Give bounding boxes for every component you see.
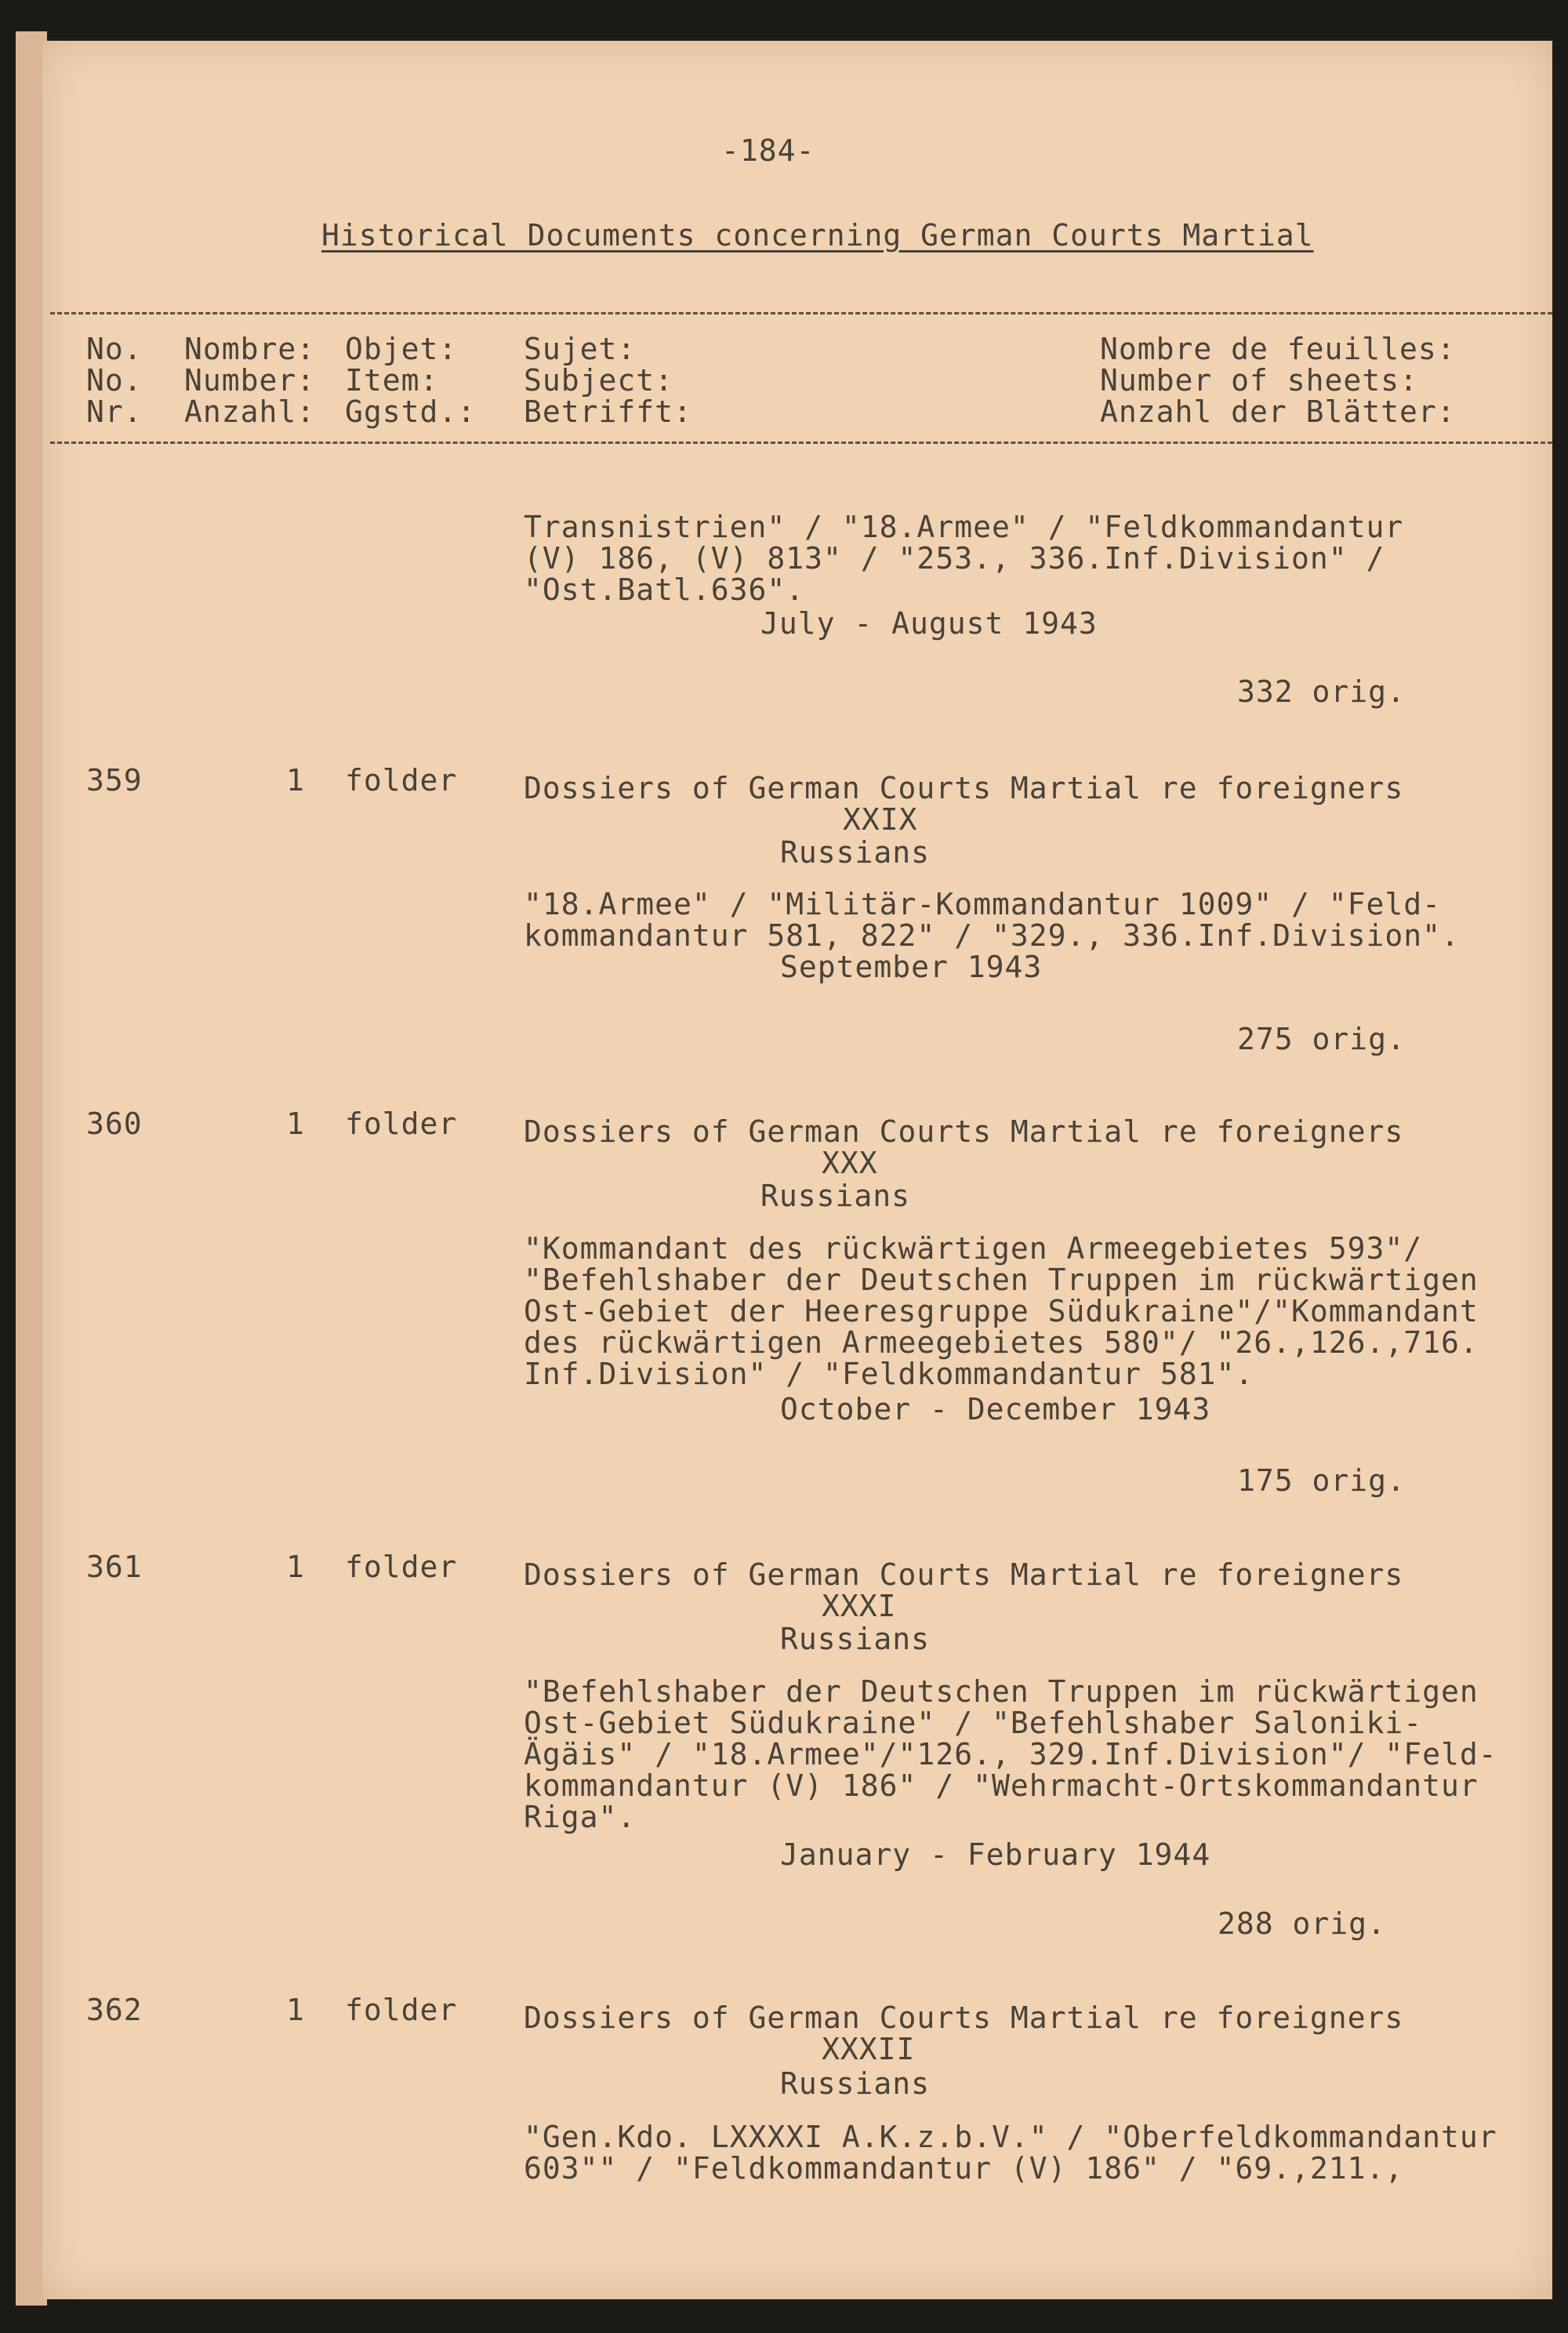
header-sheets-en: Number of sheets: (1100, 363, 1418, 398)
entry-text-line: "Gen.Kdo. LXXXXI A.K.z.b.V." / "Oberfeldkommandantur (524, 2120, 1497, 2154)
entry-volume: XXXII (822, 2032, 916, 2066)
entry-date: September 1943 (780, 950, 1043, 984)
header-rule-top (50, 312, 1552, 314)
entry-subject: Dossiers of German Courts Martial re foreigners (524, 771, 1404, 805)
header-count-de: Anzahl: (184, 394, 316, 429)
entry-subject: Dossiers of German Courts Martial re foreigners (524, 2000, 1404, 2035)
entry-text-line: "18.Armee" / "Militär-Kommandantur 1009" / "Feld- (524, 887, 1442, 921)
header-subject-fr: Sujet: (524, 332, 637, 366)
entry-text-line: "Befehlshaber der Deutschen Truppen im rückwärtigen (524, 1263, 1479, 1297)
entry-text-line: "Ost.Batl.636". (524, 572, 805, 607)
header-no-en: No. (86, 363, 143, 398)
entry-text-line: Ägäis" / "18.Armee"/"126., 329.Inf.Division"/ "Feld- (524, 1737, 1497, 1772)
entry-text-line: 603"" / "Feldkommandantur (V) 186" / "69.,211., (524, 2151, 1404, 2186)
entry-text-line: "Kommandant des rückwärtigen Armeegebietes 593"/ (524, 1231, 1423, 1266)
entry-subject: Dossiers of German Courts Martial re foreigners (524, 1114, 1404, 1149)
entry-item: folder (345, 763, 458, 798)
entry-group: Russians (780, 1622, 931, 1656)
entry-group: Russians (780, 835, 931, 870)
entry-count: 1 (286, 1107, 305, 1141)
entry-group: Russians (780, 2066, 931, 2101)
entry-date: October - December 1943 (780, 1392, 1211, 1426)
header-sheets-fr: Nombre de feuilles: (1100, 332, 1456, 366)
header-rule-bottom (50, 442, 1552, 444)
entry-text-line: kommandantur (V) 186" / "Wehrmacht-Ortskommandantur (524, 1768, 1479, 1803)
entry-group: Russians (760, 1179, 911, 1213)
header-count-en: Number: (184, 363, 316, 398)
entry-sheets: 332 orig. (1237, 674, 1406, 709)
entry-number: 359 (86, 763, 143, 798)
entry-count: 1 (286, 1993, 305, 2027)
entry-sheets: 275 orig. (1237, 1022, 1406, 1056)
page-number: -184- (721, 133, 815, 168)
entry-date: January - February 1944 (780, 1837, 1211, 1872)
entry-text-line: (V) 186, (V) 813" / "253., 336.Inf.Division" / (524, 541, 1385, 576)
entry-item: folder (345, 1550, 458, 1584)
entry-volume: XXX (822, 1146, 878, 1180)
entry-text-line: Riga". (524, 1800, 637, 1834)
entry-sheets: 288 orig. (1218, 1906, 1386, 1941)
entry-text-line: "Befehlshaber der Deutschen Truppen im rückwärtigen (524, 1674, 1479, 1709)
header-item-de: Ggstd.: (345, 394, 477, 429)
entry-date: July - August 1943 (760, 606, 1098, 641)
header-no-fr: No. (86, 332, 143, 366)
entry-text-line: kommandantur 581, 822" / "329., 336.Inf.Division". (524, 918, 1460, 953)
header-item-fr: Objet: (345, 332, 458, 366)
entry-number: 360 (86, 1107, 143, 1141)
entry-text-line: Ost-Gebiet Südukraine" / "Befehlshaber Saloniki- (524, 1706, 1423, 1740)
header-count-fr: Nombre: (184, 332, 316, 366)
entry-text-line: des rückwärtigen Armeegebietes 580"/ "26.,126.,716. (524, 1325, 1479, 1360)
entry-count: 1 (286, 763, 305, 798)
entry-sheets: 175 orig. (1237, 1463, 1406, 1498)
entry-item: folder (345, 1993, 458, 2027)
page-title: Historical Documents concerning German Courts Martial (321, 218, 1314, 253)
entry-subject: Dossiers of German Courts Martial re foreigners (524, 1557, 1404, 1592)
header-no-de: Nr. (86, 394, 143, 429)
entry-item: folder (345, 1107, 458, 1141)
entry-volume: XXIX (843, 802, 918, 837)
entry-text-line: Transnistrien" / "18.Armee" / "Feldkommandantur (524, 510, 1404, 544)
entry-text-line: Inf.Division" / "Feldkommandantur 581". (524, 1357, 1254, 1391)
entry-number: 361 (86, 1550, 143, 1584)
header-sheets-de: Anzahl der Blätter: (1100, 394, 1456, 429)
entry-number: 362 (86, 1993, 143, 2027)
header-item-en: Item: (345, 363, 439, 398)
entry-volume: XXXI (822, 1589, 897, 1623)
entry-count: 1 (286, 1550, 305, 1584)
header-subject-en: Subject: (524, 363, 674, 398)
entry-text-line: Ost-Gebiet der Heeresgruppe Südukraine"/"Kommandant (524, 1294, 1479, 1328)
header-subject-de: Betrifft: (524, 394, 692, 429)
